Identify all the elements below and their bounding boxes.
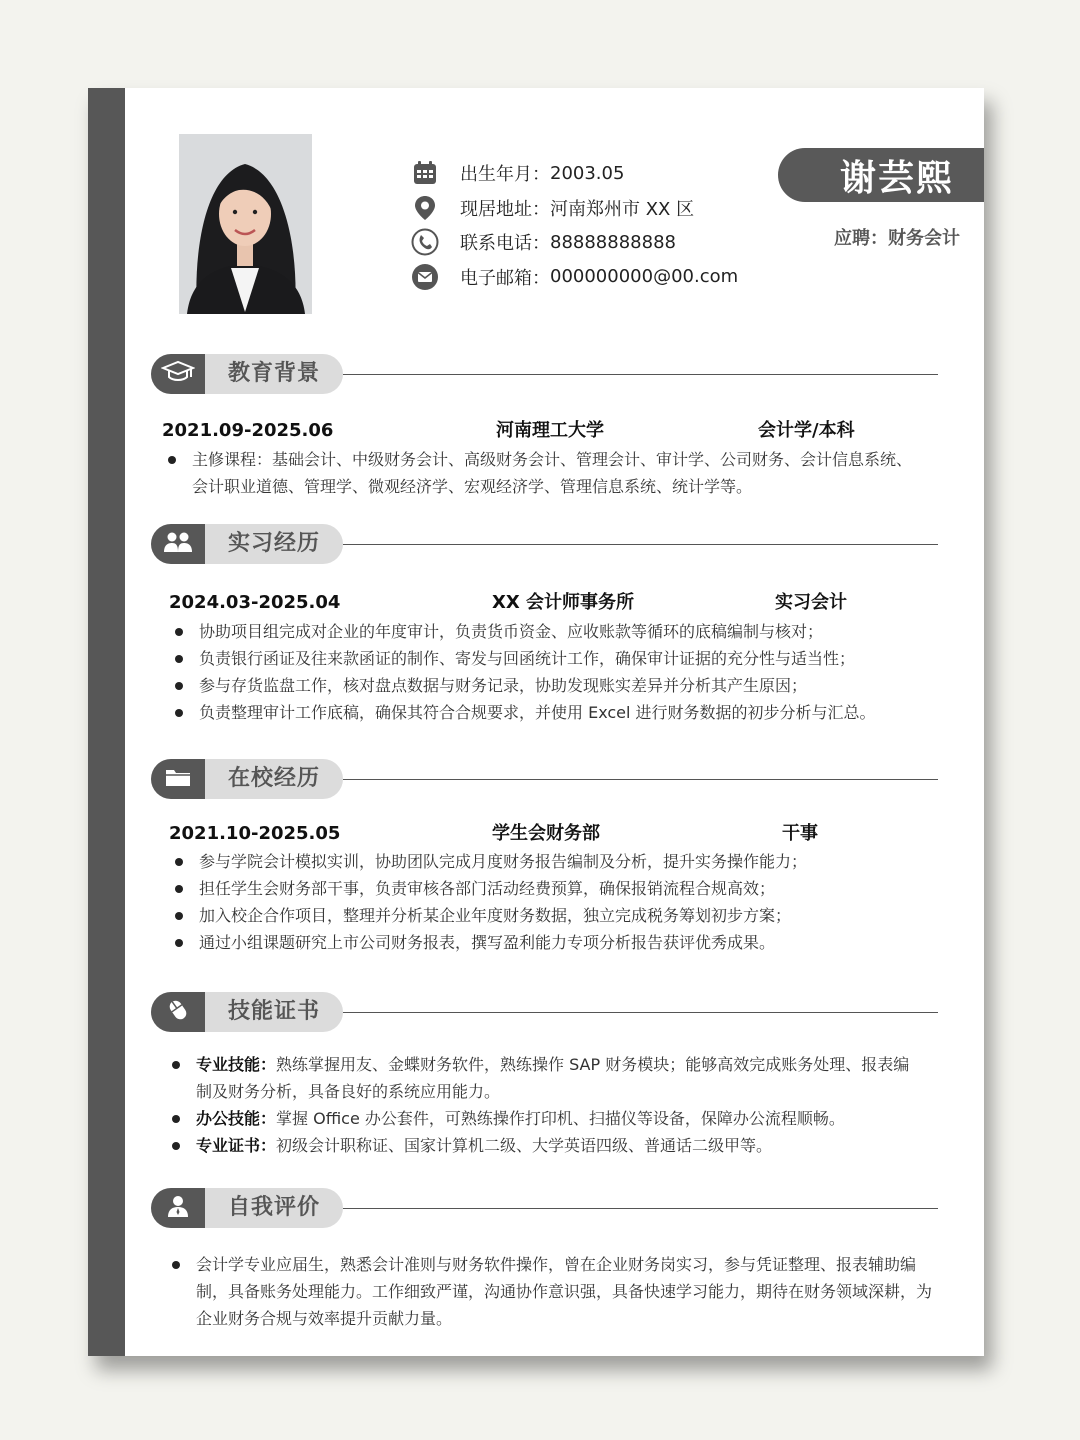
mouse-icon	[166, 997, 190, 1027]
people-icon	[162, 531, 194, 557]
education-school: 河南理工大学	[496, 420, 604, 441]
profile-photo	[179, 134, 312, 314]
section-campus-title: 在校经历	[228, 766, 321, 791]
internship-bullets	[169, 618, 929, 726]
education-period: 2021.09-2025.06	[162, 420, 334, 441]
sidebar-bar	[88, 88, 125, 1356]
campus-bullets	[169, 848, 929, 956]
internship-entry-head	[169, 590, 949, 616]
list-item	[166, 1132, 918, 1159]
skill-label: 办公技能：	[196, 1109, 277, 1128]
section-self-title: 自我评价	[228, 1195, 321, 1220]
calendar-icon	[410, 158, 440, 188]
list-item: 会计学专业应届生，熟悉会计准则与财务软件操作，曾在企业财务岗实习，参与凭证整理、报表辅助编制，具备账务处理能力。工作细致严谨，沟通协作意识强，具备快速学习能力，期待在财务领域深耕，为企业财务合规与效率提升贡献力量。	[166, 1251, 936, 1332]
section-education-title: 教育背景	[228, 361, 321, 386]
education-entry-head	[162, 418, 942, 444]
section-campus-header	[151, 759, 938, 799]
candidate-name: 谢芸熙	[778, 148, 984, 202]
contact-email	[410, 260, 738, 295]
skills-bullets	[166, 1051, 918, 1159]
education-major: 会计学/本科	[758, 420, 855, 441]
list-item	[166, 1051, 918, 1105]
list-item	[166, 1105, 918, 1132]
campus-role: 干事	[782, 823, 818, 844]
contact-phone	[410, 225, 738, 260]
skill-text: 初级会计职称证、国家计算机二级、大学英语四级、普通话二级甲等。	[276, 1136, 773, 1155]
person-icon	[166, 1194, 190, 1222]
skill-label: 专业证书：	[196, 1136, 277, 1155]
section-internship-header	[151, 524, 938, 564]
list-item: 参与学院会计模拟实训，协助团队完成月度财务报告编制及分析，提升实务操作能力；	[169, 848, 929, 875]
phone-icon	[410, 227, 440, 257]
contact-email-value: 000000000@00.com	[550, 266, 739, 288]
resume-paper	[88, 88, 984, 1356]
folder-icon	[164, 766, 192, 792]
location-pin-icon	[410, 193, 440, 223]
skill-text: 熟练掌握用友、金蝶财务软件，熟练操作 SAP 财务模块；能够高效完成账务处理、报表编制及财务分析，具备良好的系统应用能力。	[196, 1055, 910, 1101]
contact-address-label: 现居地址：	[460, 198, 550, 220]
contact-birth	[410, 156, 738, 191]
contact-email-label: 电子邮箱：	[460, 267, 550, 289]
list-item: 主修课程：基础会计、中级财务会计、高级财务会计、管理会计、审计学、公司财务、会计信息系统、会计职业道德、管理学、微观经济学、宏观经济学、管理信息系统、统计学等。	[162, 446, 922, 500]
list-item: 负责银行函证及往来款函证的制作、寄发与回函统计工作，确保审计证据的充分性与适当性；	[169, 645, 929, 672]
education-bullets	[162, 446, 922, 500]
internship-role: 实习会计	[775, 592, 847, 613]
list-item: 协助项目组完成对企业的年度审计，负责货币资金、应收账款等循环的底稿编制与核对；	[169, 618, 929, 645]
list-item: 参与存货监盘工作，核对盘点数据与财务记录，协助发现账实差异并分析其产生原因；	[169, 672, 929, 699]
campus-entry-head	[169, 821, 949, 847]
list-item: 加入校企合作项目，整理并分析某企业年度财务数据，独立完成税务筹划初步方案；	[169, 902, 929, 929]
contact-phone-value: 88888888888	[550, 231, 676, 253]
list-item: 负责整理审计工作底稿，确保其符合合规要求，并使用 Excel 进行财务数据的初步分析与汇总。	[169, 699, 929, 726]
section-education-header	[151, 354, 938, 394]
contact-birth-label: 出生年月：	[460, 164, 550, 186]
campus-period: 2021.10-2025.05	[169, 823, 341, 844]
list-item: 担任学生会财务部干事，负责审核各部门活动经费预算，确保报销流程合规高效；	[169, 875, 929, 902]
section-internship-title: 实习经历	[228, 531, 321, 556]
contact-birth-value: 2003.05	[550, 162, 625, 184]
section-skills-header	[151, 992, 938, 1032]
internship-org: XX 会计师事务所	[492, 592, 635, 613]
contact-address-value: 河南郑州市 XX 区	[550, 198, 695, 220]
graduation-cap-icon	[161, 360, 195, 388]
self-bullets	[166, 1251, 936, 1332]
campus-org: 学生会财务部	[492, 823, 600, 844]
list-item: 通过小组课题研究上市公司财务报表，撰写盈利能力专项分析报告获评优秀成果。	[169, 929, 929, 956]
contact-list	[410, 156, 738, 294]
contact-address	[410, 191, 738, 226]
section-self-header	[151, 1188, 938, 1228]
skill-text: 掌握 Office 办公套件，可熟练操作打印机、扫描仪等设备，保障办公流程顺畅。	[276, 1109, 845, 1128]
section-skills-title: 技能证书	[228, 999, 321, 1024]
contact-phone-label: 联系电话：	[460, 233, 550, 255]
apply-position: 应聘：财务会计	[834, 228, 960, 249]
skill-label: 专业技能：	[196, 1055, 277, 1074]
internship-period: 2024.03-2025.04	[169, 592, 341, 613]
mail-icon	[410, 262, 440, 292]
